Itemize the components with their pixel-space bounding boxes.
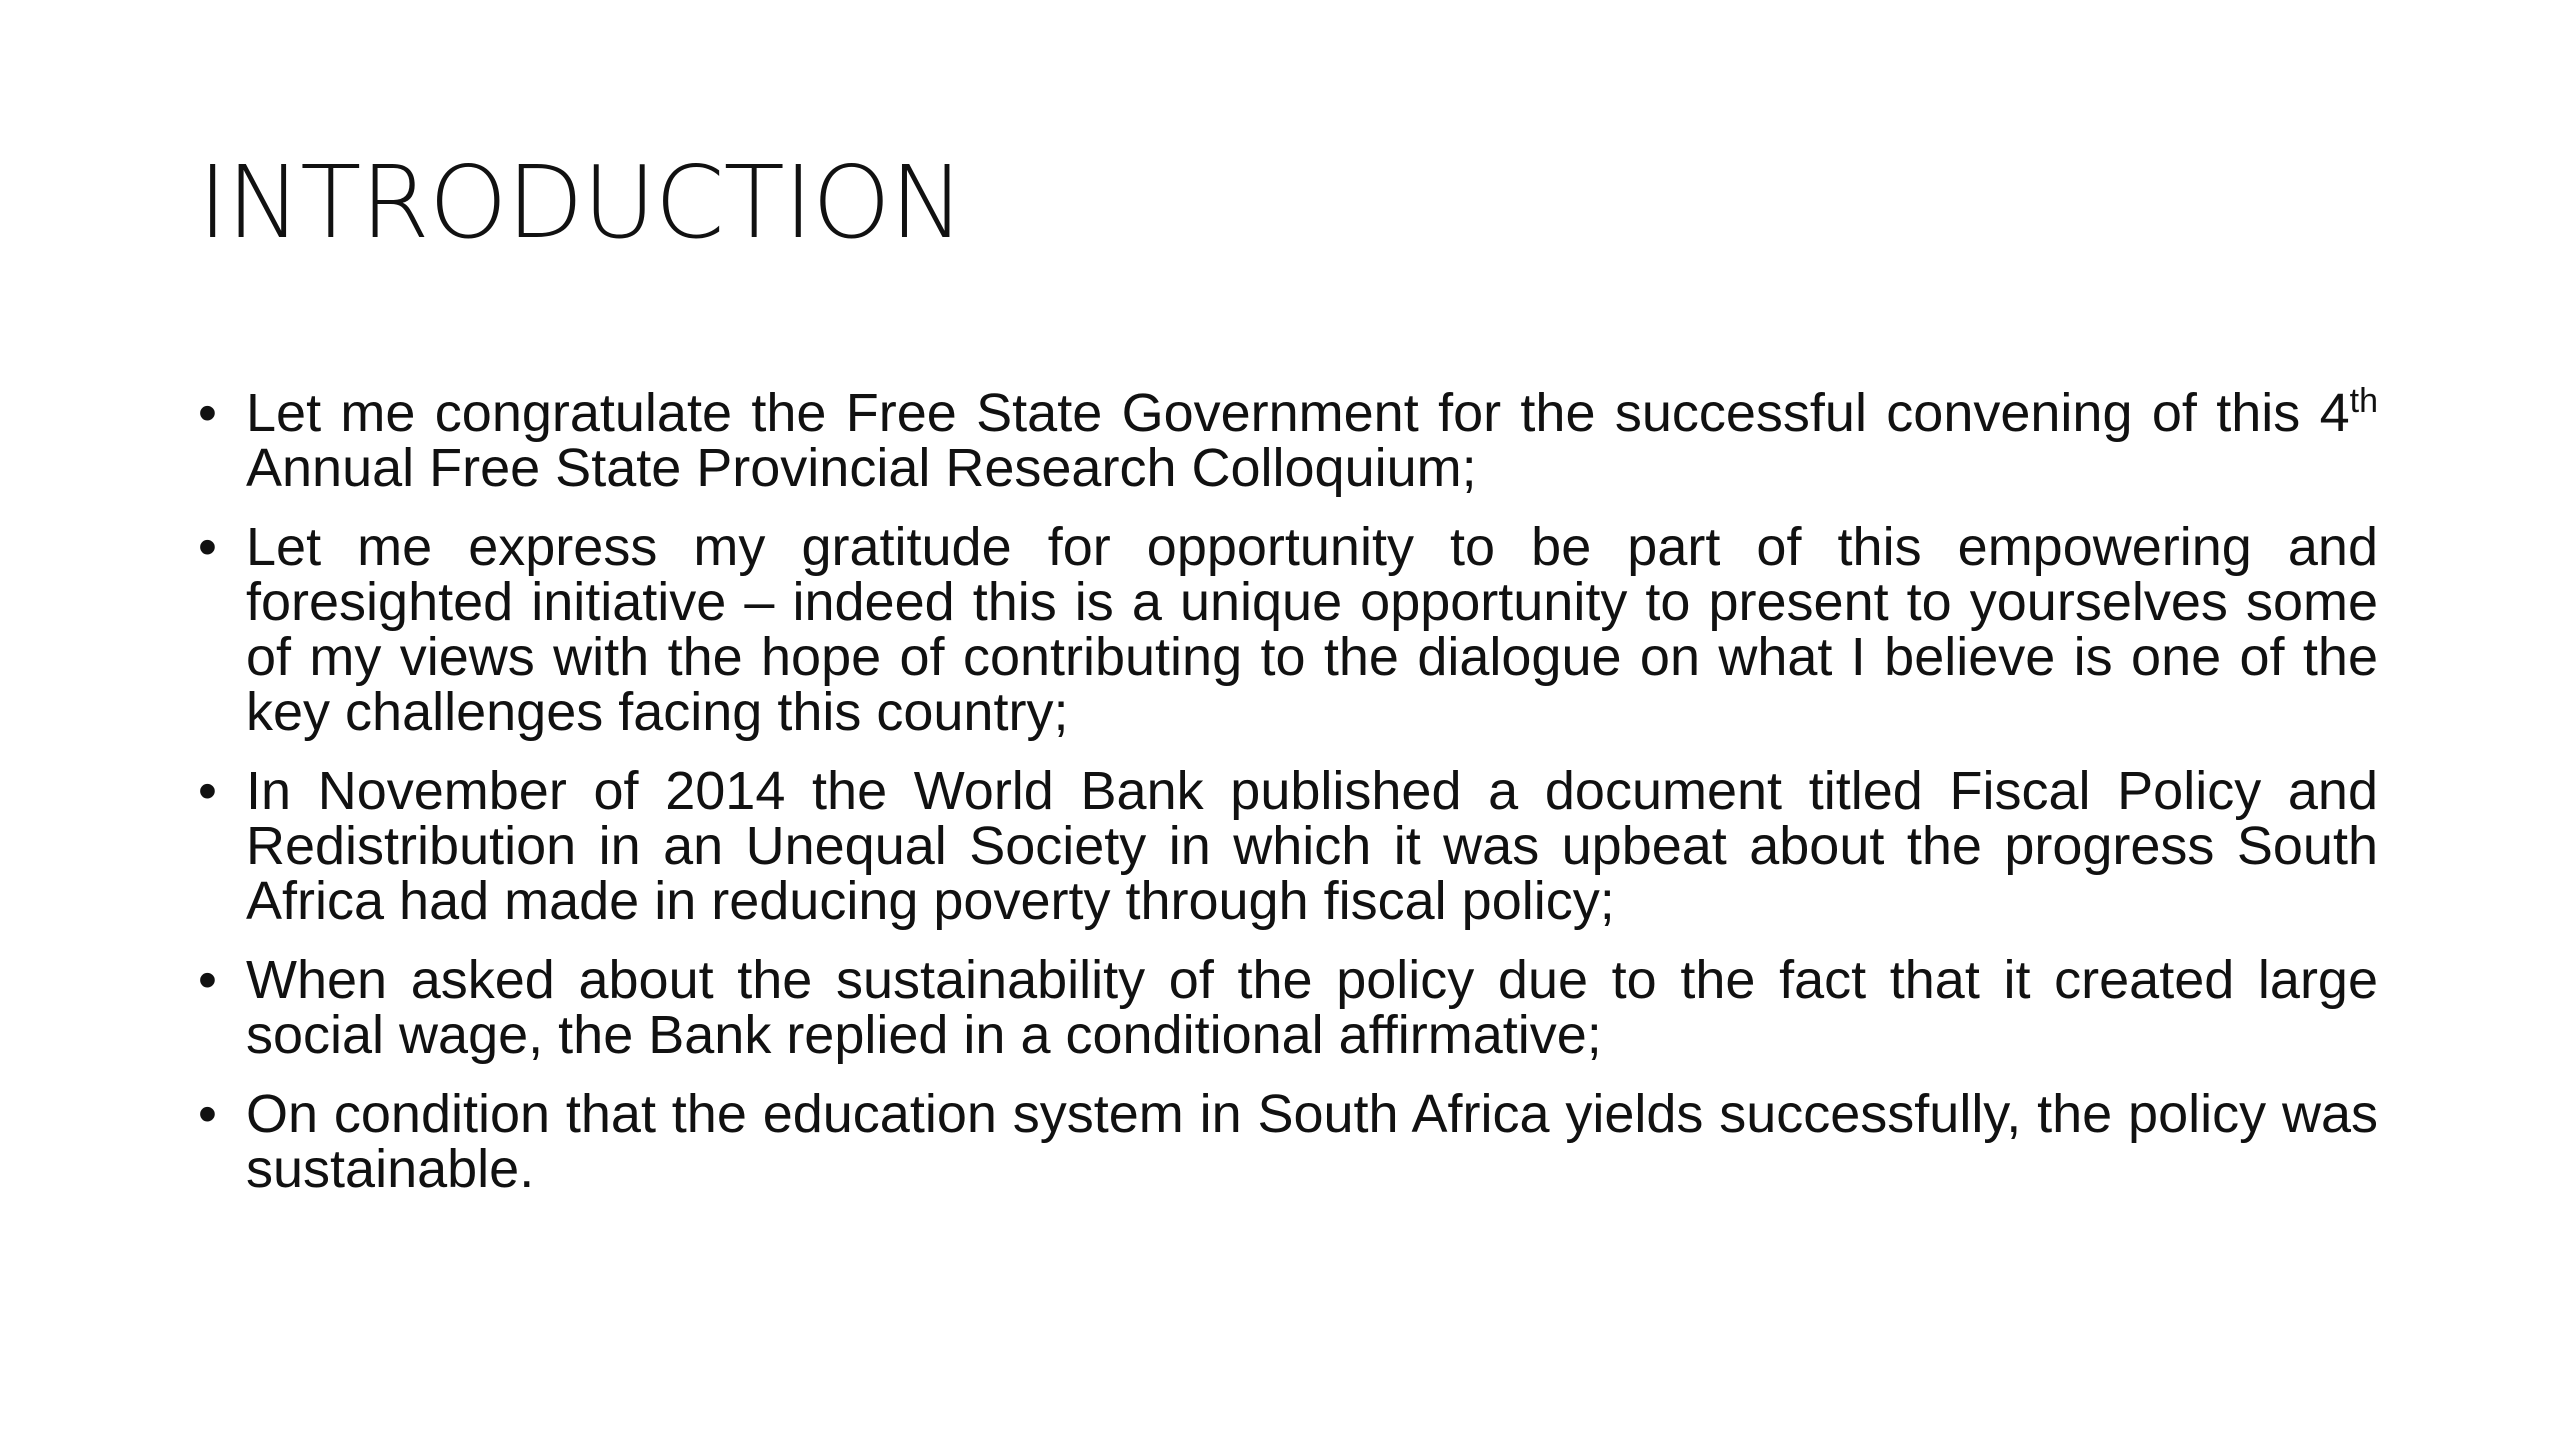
slide-title: INTRODUCTION	[198, 144, 964, 261]
bullet-marker: •	[198, 950, 217, 1010]
bullet-list	[198, 382, 2378, 1221]
bullet-text-1b: Annual Free State Provincial Research Colloquium;	[246, 438, 1477, 498]
bullet-marker: •	[198, 1084, 217, 1144]
bullet-item-5	[198, 1084, 2378, 1199]
bullet-text-5: On condition that the education system in South Africa yields successfully, the policy was sustainable.	[246, 1084, 2378, 1199]
ordinal-suffix: th	[2349, 382, 2378, 420]
bullet-text-3: In November of 2014 the World Bank published a document titled Fiscal Policy and Redistribution in an Unequal Society in which it was upbeat about the progress South Africa had made in reducing poverty through fiscal policy;	[246, 761, 2378, 931]
bullet-text-4: When asked about the sustainability of the policy due to the fact that it created large social wage, the Bank replied in a conditional affirmative;	[246, 950, 2378, 1065]
bullet-text-2: Let me express my gratitude for opportunity to be part of this empowering and foresighted initiative – indeed this is a unique opportunity to present to yourselves some of my views with the hope of contributing to the dialogue on what I believe is one of the key challenges facing this country;	[246, 517, 2378, 742]
bullet-marker: •	[198, 383, 217, 443]
bullet-item-4	[198, 950, 2378, 1065]
bullet-item-1	[198, 382, 2378, 498]
bullet-text-1a: Let me congratulate the Free State Government for the successful convening of this 4	[246, 383, 2350, 443]
bullet-item-2	[198, 517, 2378, 742]
bullet-marker: •	[198, 517, 217, 577]
bullet-marker: •	[198, 761, 217, 821]
bullet-item-3	[198, 761, 2378, 931]
